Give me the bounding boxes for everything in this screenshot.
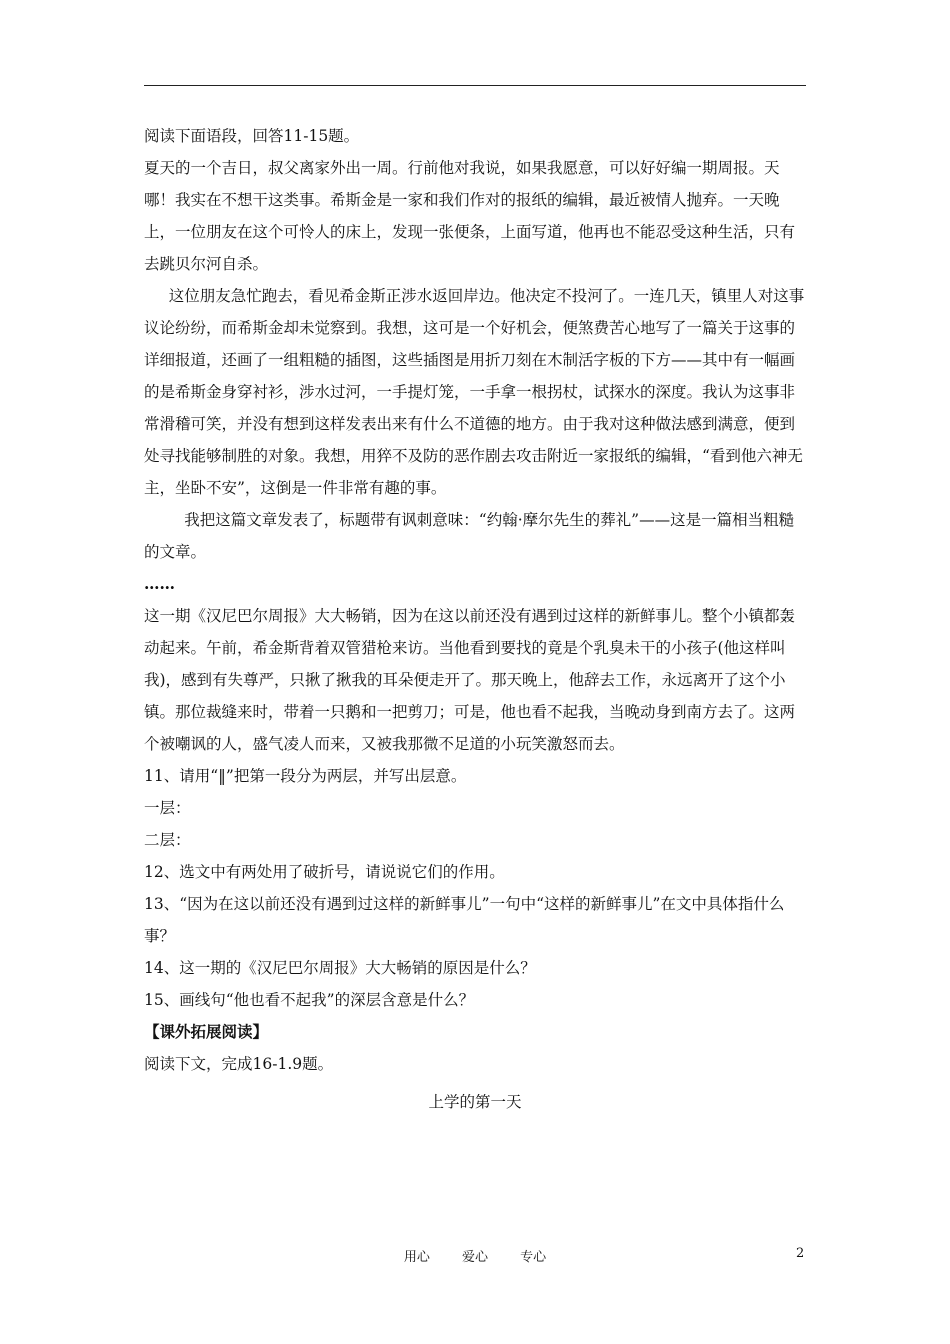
paragraph-1: 夏天的一个吉日，叔父离家外出一周。行前他对我说，如果我愿意，可以好好编一期周报。天哪！我实在不想干这类事。希斯金是一家和我们作对的报纸的编辑，最近被情人抛弃。一天晚上，一位朋友在这个可怜人的床上，发现一张便条，上面写道，他再也不能忍受这种生活，只有去跳贝尔河自杀。: [144, 159, 796, 273]
ellipsis: ……: [144, 574, 175, 593]
question-14: 14、这一期的《汉尼巴尔周报》大大畅销的原因是什么？: [144, 959, 536, 977]
extension-intro: 阅读下文，完成16-1.9题。: [144, 1055, 334, 1073]
document-body: [144, 120, 806, 1118]
question-12: 12、选文中有两处用了破折号，请说说它们的作用。: [144, 863, 505, 881]
footer-word: 专心: [520, 1250, 547, 1265]
header-rule: [144, 85, 806, 86]
paragraph-3: 我把这篇文章发表了，标题带有讽刺意味：“约翰·摩尔先生的葬礼”——这是一篇相当粗糙的文章。: [144, 511, 795, 561]
footer-slogan: [0, 1246, 950, 1265]
question-11: 11、请用“‖”把第一段分为两层，并写出层意。: [144, 767, 467, 785]
page-number: 2: [796, 1246, 805, 1261]
story-title: 上学的第一天: [428, 1093, 522, 1111]
question-15: 15、画线句“他也看不起我”的深层含意是什么？: [144, 991, 475, 1009]
question-13: 13、“因为在这以前还没有遇到过这样的新鲜事儿”一句中“这样的新鲜事儿”在文中具体指什么事？: [144, 895, 785, 945]
footer-word: 用心: [403, 1250, 430, 1265]
answer-layer-2: 二层：: [144, 831, 191, 849]
answer-layer-1: 一层：: [144, 799, 191, 817]
footer-word: 爱心: [461, 1250, 488, 1265]
paragraph-4: 这一期《汉尼巴尔周报》大大畅销，因为在这以前还没有遇到过这样的新鲜事儿。整个小镇都轰动起来。午前，希金斯背着双管猎枪来访。当他看到要找的竟是个乳臭未干的小孩子(他这样叫我)，感到有失尊严，只揪了揪我的耳朵便走开了。那天晚上，他辞去工作，永远离开了这个小镇。那位裁缝来时，带着一只鹅和一把剪刀；可是，他也看不起我，当晚动身到南方去了。这两个被嘲讽的人，盛气凌人而来，又被我那微不足道的小玩笑激怒而去。: [144, 607, 796, 753]
paragraph-2: 这位朋友急忙跑去，看见希金斯正涉水返回岸边。他决定不投河了。一连几天，镇里人对这事议论纷纷，而希斯金却未觉察到。我想，这可是一个好机会，便煞费苦心地写了一篇关于这事的详细报道，还画了一组粗糙的插图，这些插图是用折刀刻在木制活字板的下方——其中有一幅画的是希斯金身穿衬衫，涉水过河，一手提灯笼，一手拿一根拐杖，试探水的深度。我认为这事非常滑稽可笑，并没有想到这样发表出来有什么不道德的地方。由于我对这种做法感到满意，便到处寻找能够制胜的对象。我想，用猝不及防的恶作剧去攻击附近一家报纸的编辑，“看到他六神无主，坐卧不安”，这倒是一件非常有趣的事。: [144, 287, 805, 497]
reading-intro: 阅读下面语段，回答11-15题。: [144, 127, 360, 145]
extension-heading: 【课外拓展阅读】: [144, 1022, 269, 1041]
